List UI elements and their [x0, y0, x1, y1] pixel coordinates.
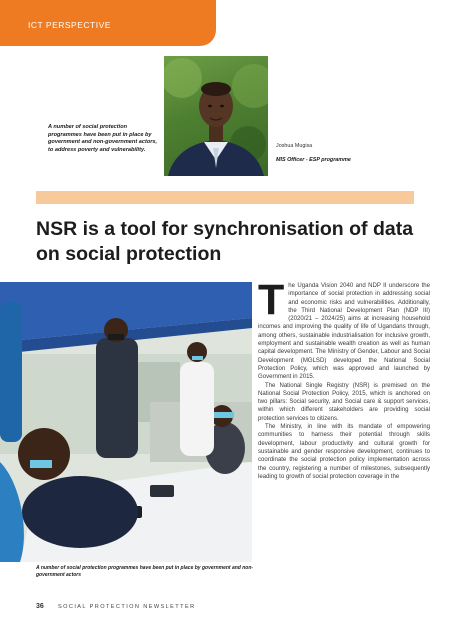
- article-paragraph: he Uganda Vision 2040 and NDP II underscore the importance of social protection in addressing social and economic risks and vulnerabilities. Additionally, the Third National Development Plan (NDP III) (2020/21 – 2024/25) aims at increasing household incomes and improving the quality of life of Ugandans through, among others, sustainable industrialisation for inclusive growth, employment and sustainable wealth creation as well as human capital development. The Ministry of Gender, Labour and Social Development (MGLSD) developed the National Social Protection Policy, which was approved and launched by Government in 2015.: [258, 283, 430, 381]
- publication-title: SOCIAL PROTECTION NEWSLETTER: [58, 604, 196, 610]
- drop-cap: T: [258, 276, 285, 324]
- portrait-name: Joshua Mugisa: [276, 143, 313, 149]
- article-body: [258, 276, 430, 481]
- portrait-photo: [164, 56, 268, 176]
- accent-bar: [36, 191, 414, 204]
- section-label: ICT PERSPECTIVE: [28, 20, 111, 30]
- portrait-role: MIS Officer - ESP programme: [276, 157, 351, 163]
- page-number: 36: [36, 603, 44, 610]
- event-photo: [0, 282, 252, 562]
- portrait-illustration: [164, 56, 268, 176]
- event-illustration: [0, 282, 252, 562]
- pull-quote: A number of social protection programmes have been put in place by government and non-government actors, to address poverty and vulnerability.: [48, 124, 158, 153]
- section-tab: [0, 0, 216, 46]
- article-paragraph: The Ministry, in line with its mandate of empowering communities to harness their potential through skills development, labour productivity and cultural growth for sustainable and gender responsive development, continues to coordinate the social protection policy implementation across the country, registering a number of milestones, subsequently leading to growth of social protection coverage in the: [258, 424, 430, 480]
- article-paragraph: The National Single Registry (NSR) is premised on the National Social Protection Policy, 2015, which is anchored on two pillars: Social security, and Social care & support services, within which different stakeholders are providing social protection services to citizens.: [258, 382, 430, 422]
- photo-caption: A number of social protection programmes have been put in place by government and non-government actors: [36, 565, 254, 578]
- article-headline: NSR is a tool for synchronisation of data on social protection: [36, 218, 414, 265]
